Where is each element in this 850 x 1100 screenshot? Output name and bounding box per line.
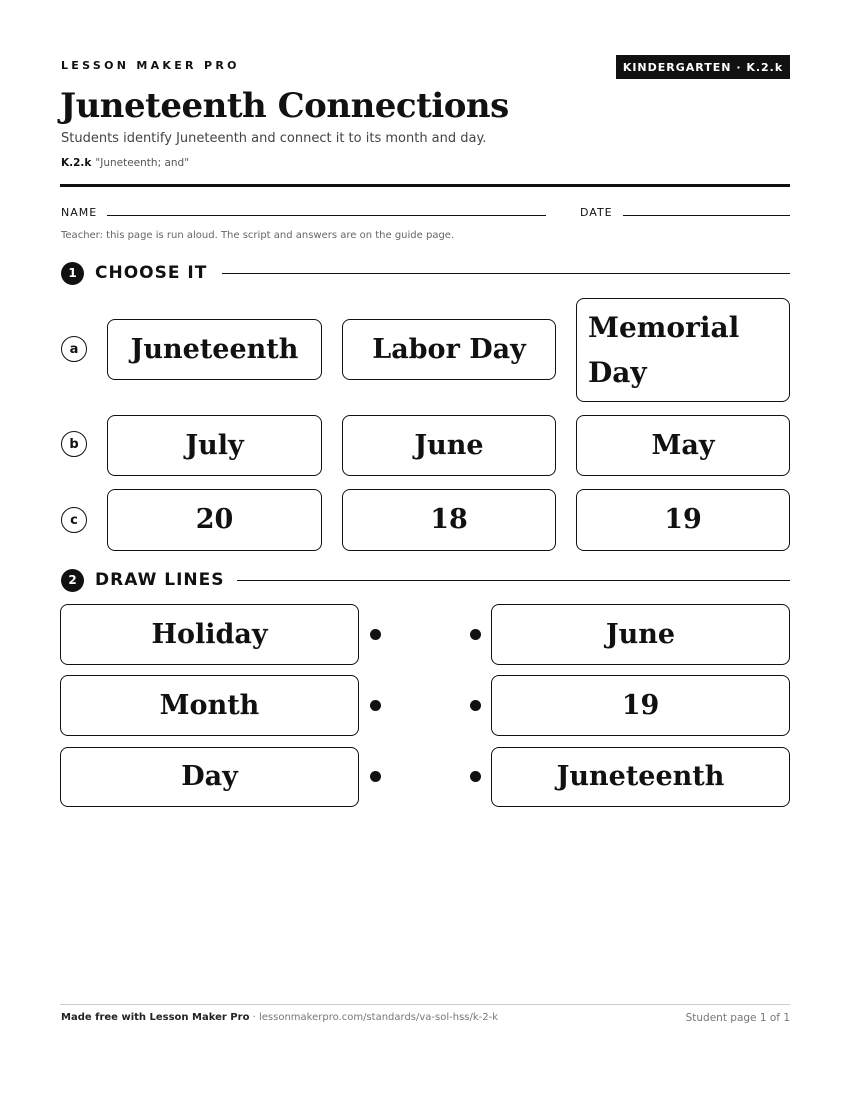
footer-made-by: Made free with Lesson Maker Pro bbox=[61, 1012, 250, 1023]
match-dot-right[interactable] bbox=[470, 629, 481, 640]
section-1-heading bbox=[61, 261, 207, 285]
choice-option[interactable]: May bbox=[576, 415, 790, 476]
choice-option[interactable]: Labor Day bbox=[342, 319, 556, 380]
name-field[interactable] bbox=[107, 215, 546, 216]
page-title: Juneteenth Connections bbox=[60, 86, 509, 126]
section-title: CHOOSE IT bbox=[95, 263, 208, 283]
match-left-item: Month bbox=[60, 675, 359, 736]
brand-name: LESSON MAKER PRO bbox=[61, 59, 240, 72]
choice-option[interactable]: 18 bbox=[342, 489, 556, 551]
footer-credit bbox=[61, 1012, 498, 1023]
date-field[interactable] bbox=[623, 215, 790, 216]
choice-option[interactable]: July bbox=[107, 415, 322, 476]
choice-option[interactable]: 20 bbox=[107, 489, 322, 551]
section-number-badge: 1 bbox=[61, 262, 84, 285]
name-label: NAME bbox=[61, 206, 98, 219]
choice-option[interactable]: 19 bbox=[576, 489, 790, 551]
footer-page-number: Student page 1 of 1 bbox=[685, 1012, 790, 1024]
match-dot-left[interactable] bbox=[370, 700, 381, 711]
match-right-item: June bbox=[491, 604, 790, 665]
row-letter-b: b bbox=[61, 431, 87, 457]
choice-option[interactable]: June bbox=[342, 415, 556, 476]
match-dot-right[interactable] bbox=[470, 700, 481, 711]
match-right-item: Juneteenth bbox=[491, 747, 790, 807]
row-letter-c: c bbox=[61, 507, 87, 533]
teacher-note: Teacher: this page is run aloud. The script and answers are on the guide page. bbox=[61, 230, 455, 241]
section-number-badge: 2 bbox=[61, 569, 84, 592]
section-rule bbox=[222, 273, 790, 274]
choice-option[interactable]: Juneteenth bbox=[107, 319, 322, 380]
match-left-item: Day bbox=[60, 747, 359, 807]
date-label: DATE bbox=[580, 206, 613, 219]
choice-option[interactable]: Memorial Day bbox=[576, 298, 790, 402]
standard-reference bbox=[61, 157, 189, 169]
match-dot-left[interactable] bbox=[370, 771, 381, 782]
footer-url[interactable]: · lessonmakerpro.com/standards/va-sol-hss/k-2-k bbox=[249, 1012, 499, 1023]
row-letter-a: a bbox=[61, 336, 87, 362]
match-dot-left[interactable] bbox=[370, 629, 381, 640]
match-right-item: 19 bbox=[491, 675, 790, 736]
standard-quote: "Juneteenth; and" bbox=[95, 157, 190, 169]
section-title: DRAW LINES bbox=[95, 570, 225, 590]
header-divider bbox=[60, 184, 790, 187]
footer-divider bbox=[60, 1004, 790, 1005]
section-2-heading bbox=[61, 568, 225, 592]
section-rule bbox=[237, 580, 790, 581]
match-left-item: Holiday bbox=[60, 604, 359, 665]
grade-badge: KINDERGARTEN · K.2.k bbox=[616, 55, 790, 79]
page-subtitle: Students identify Juneteenth and connect it to its month and day. bbox=[61, 131, 487, 146]
match-dot-right[interactable] bbox=[470, 771, 481, 782]
standard-code: K.2.k bbox=[61, 157, 92, 169]
